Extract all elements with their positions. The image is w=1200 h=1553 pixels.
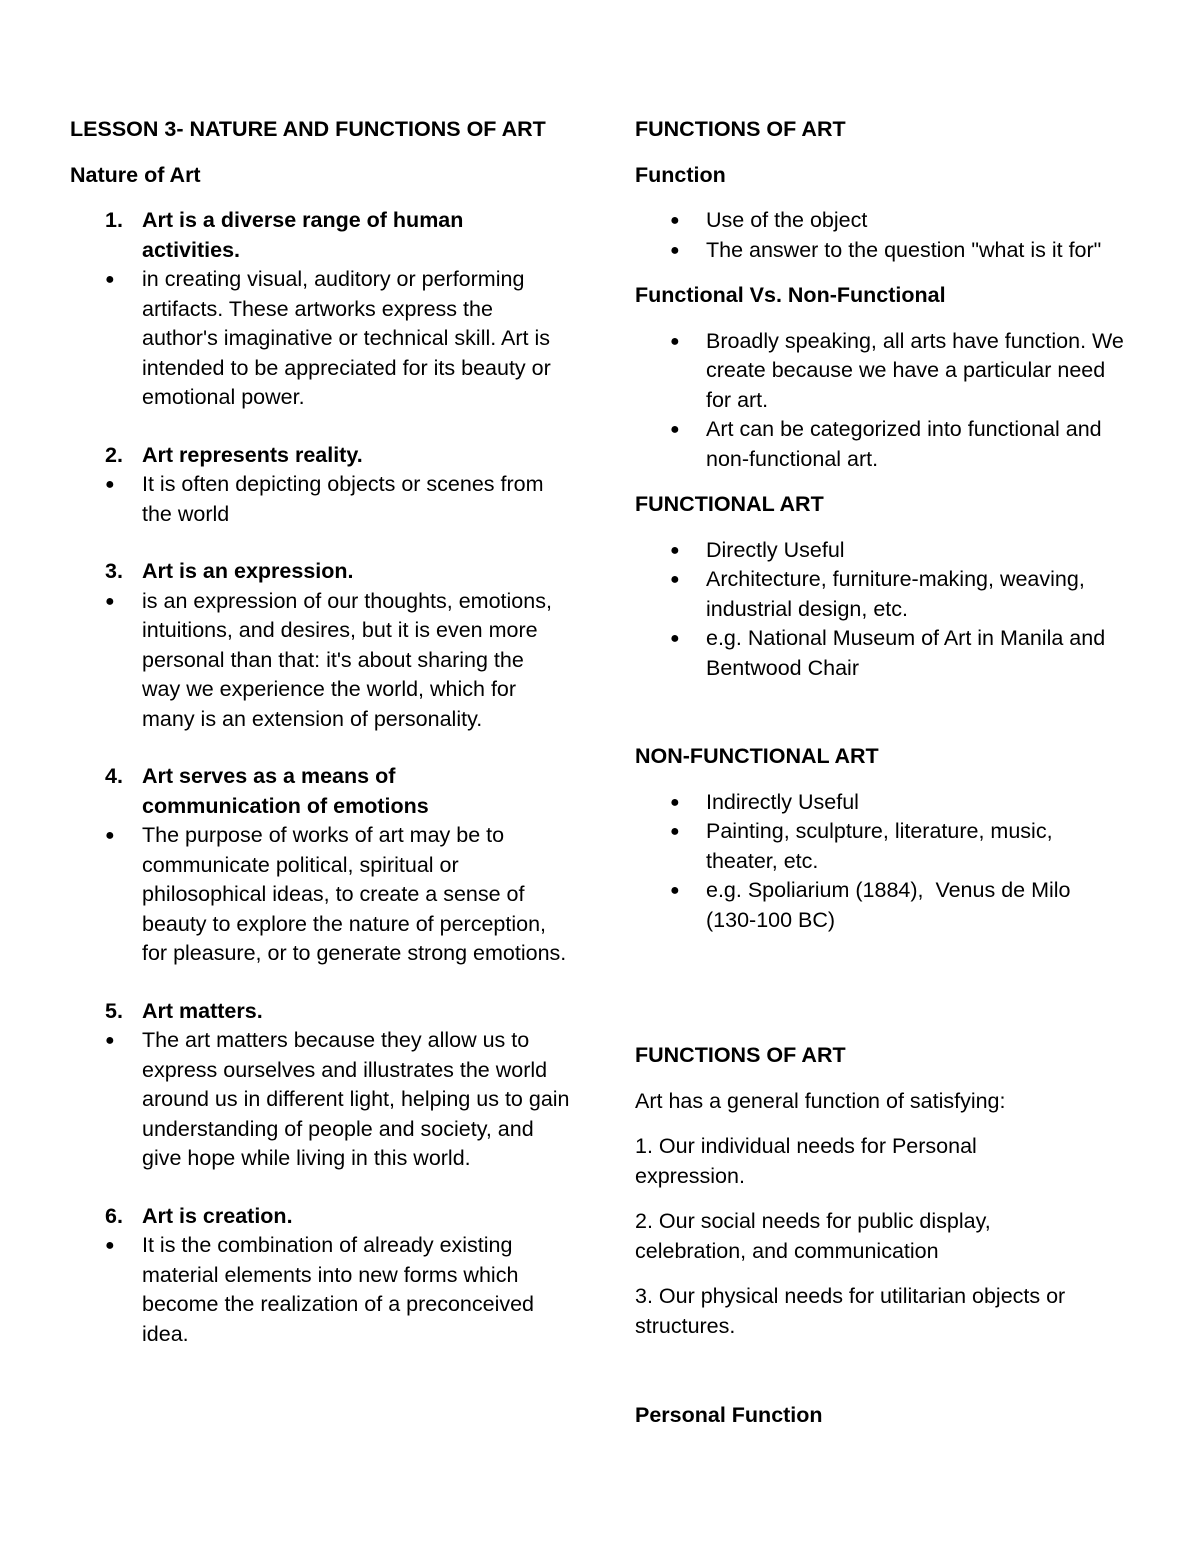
item-number: 1. xyxy=(105,208,123,232)
function-heading: Function xyxy=(635,162,726,187)
item-bullet: The art matters because they allow us to express ourselves and illustrates the world around us in different light, helping us to gain understanding of people and society, and give hope while living in this world. xyxy=(142,1028,570,1170)
item-number: 5. xyxy=(105,998,123,1023)
item-bullet: The purpose of works of art may be to communicate political, spiritual or philosophical ideas, to create a sense of beauty to explore the nature of perception, for pleasure, or to generate strong emotions. xyxy=(142,823,567,965)
bullet-icon: ● xyxy=(670,793,680,811)
functional-list xyxy=(635,536,1135,684)
bullet-icon: ● xyxy=(670,882,680,899)
list-item: ● Architecture, furniture-making, weaving, industrial design, etc. xyxy=(670,567,1085,621)
need-item: 3. Our physical needs for utilitarian objects or structures. xyxy=(635,1284,1066,1338)
bullet-icon: ● xyxy=(670,241,680,259)
item-title: Art represents reality. xyxy=(142,442,363,467)
nonfunctional-heading: NON-FUNCTIONAL ART xyxy=(635,744,879,768)
list-item xyxy=(70,1231,570,1349)
personal-heading: Personal Function xyxy=(635,1403,823,1427)
list-item: ● e.g. National Museum of Art in Manila and Bentwood Chair xyxy=(670,626,1106,680)
list-item: ● e.g. Spoliarium (1884), Venus de Milo (130-100 BC) xyxy=(670,878,1077,932)
bullet-icon: ● xyxy=(105,827,115,844)
item-title: Art is an expression. xyxy=(142,559,354,583)
bullet-icon: ● xyxy=(670,332,680,350)
bullet-icon: ● xyxy=(105,476,115,493)
function-list xyxy=(635,206,1135,265)
functions2-title: FUNCTIONS OF ART xyxy=(635,1043,846,1067)
list-item: ● Broadly speaking, all arts have function. We create because we have a particular need for art. xyxy=(670,328,1124,412)
bullet-icon: ● xyxy=(670,823,680,840)
bullet-icon: ● xyxy=(105,592,115,610)
bullet-icon: ● xyxy=(670,421,680,438)
need-item: 2. Our social needs for public display, celebration, and communication xyxy=(635,1209,991,1263)
nature-item-2 xyxy=(70,441,570,530)
list-item xyxy=(70,821,570,969)
item-title: Art is creation. xyxy=(142,1203,293,1228)
item-bullet: in creating visual, auditory or performing artifacts. These artworks express the author's imaginative or technical skill. Art is intended to be appreciated for its beauty or emotional power. xyxy=(142,267,551,409)
left-column xyxy=(70,115,570,1349)
general-intro: Art has a general function of satisfying: xyxy=(635,1088,1006,1113)
item-number: 2. xyxy=(105,442,123,467)
item-title: Art matters. xyxy=(142,998,263,1023)
item-number: 4. xyxy=(105,764,123,788)
nature-item-4 xyxy=(70,762,570,969)
fvn-list xyxy=(635,327,1135,475)
item-bullet: It is the combination of already existing material elements into new forms which become the realization of a preconceived idea. xyxy=(142,1233,535,1346)
nature-item-6 xyxy=(70,1202,570,1350)
list-item: ● Use of the object xyxy=(635,206,1135,236)
item-title: Art is a diverse range of human activities. xyxy=(142,208,464,262)
list-item xyxy=(70,1026,570,1174)
bullet-icon: ● xyxy=(105,1032,115,1049)
item-bullet: is an expression of our thoughts, emotions, intuitions, and desires, but it is even more personal than that: it's about sharing the way we experience the world, which for many is an extension of personality. xyxy=(142,588,552,731)
item-number: 3. xyxy=(105,559,123,583)
list-item: ● Art can be categorized into functional and non-functional art. xyxy=(670,417,1102,471)
bullet-icon: ● xyxy=(105,271,115,288)
item-number: 6. xyxy=(105,1203,123,1228)
functional-heading: FUNCTIONAL ART xyxy=(635,492,824,516)
item-bullet: It is often depicting objects or scenes from the world xyxy=(142,472,544,526)
right-column xyxy=(635,115,1135,1431)
functions-title: FUNCTIONS OF ART xyxy=(635,117,846,141)
list-item: ● Painting, sculpture, literature, music, theater, etc. xyxy=(670,819,1053,873)
list-item: ● Directly Useful xyxy=(635,536,1135,566)
nature-item-1 xyxy=(70,206,570,413)
list-item xyxy=(70,265,570,413)
nature-item-5 xyxy=(70,997,570,1174)
lesson-title: LESSON 3- NATURE AND FUNCTIONS OF ART xyxy=(70,117,546,141)
fvn-heading: Functional Vs. Non-Functional xyxy=(635,283,946,307)
bullet-icon: ● xyxy=(105,1237,115,1254)
nature-item-3 xyxy=(70,557,570,734)
need-item: 1. Our individual needs for Personal expression. xyxy=(635,1134,977,1188)
bullet-icon: ● xyxy=(670,571,680,588)
bullet-icon: ● xyxy=(670,630,680,647)
bullet-icon: ● xyxy=(670,212,680,229)
nature-heading: Nature of Art xyxy=(70,162,201,187)
bullet-icon: ● xyxy=(670,541,680,559)
list-item: ● Indirectly Useful xyxy=(635,788,1135,818)
list-item xyxy=(70,587,570,735)
nonfunctional-list xyxy=(635,788,1135,936)
list-item: ● The answer to the question "what is it for" xyxy=(635,236,1135,266)
item-title: Art serves as a means of communication of emotions xyxy=(142,764,429,818)
list-item xyxy=(70,470,570,529)
